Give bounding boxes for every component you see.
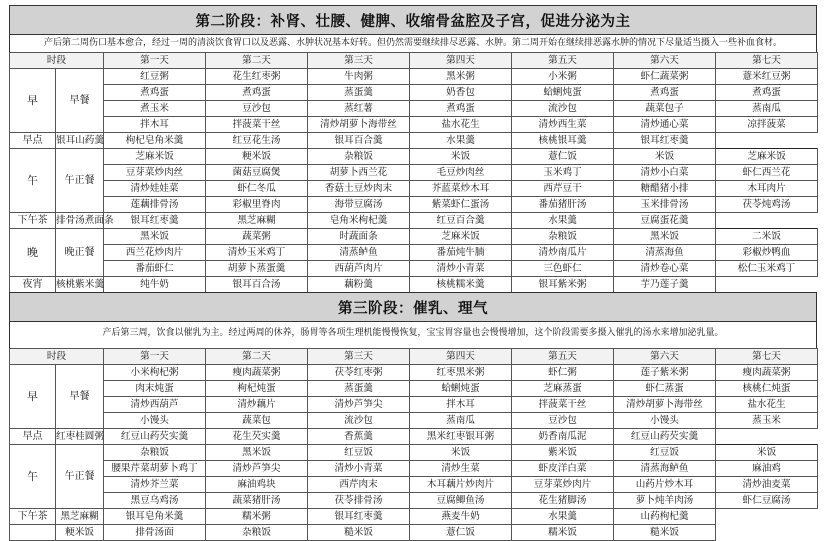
table-row [10, 477, 818, 493]
menu-cell: 米饭 [614, 149, 716, 165]
menu-cell: 清炒玉米鸡丁 [206, 245, 308, 261]
menu-cell: 拌木耳 [104, 117, 206, 133]
menu-cell: 清炒卷心菜 [614, 261, 716, 277]
meal-label: 晚正餐 [56, 229, 104, 277]
menu-cell: 银耳山药羹 [56, 133, 104, 149]
menu-cell: 排骨汤面 [104, 525, 206, 541]
menu-cell: 虾仁蔬菜粥 [614, 69, 716, 85]
menu-cell: 红豆山药芡实羹 [104, 429, 206, 445]
menu-cell: 海带豆腐汤 [308, 197, 410, 213]
menu-cell: 核桃紫米羹 [56, 277, 104, 293]
menu-cell: 清炒南瓜片 [512, 245, 614, 261]
menu-cell: 黑米饭 [614, 229, 716, 245]
menu-cell: 彩椒炒鸭血 [716, 245, 818, 261]
header-day: 第二天 [206, 349, 308, 365]
menu-cell: 糯米饭 [512, 525, 614, 541]
meal-label: 午正餐 [56, 445, 104, 509]
menu-cell: 薏米红豆粥 [716, 69, 818, 85]
menu-cell: 清炒芦笋尖 [308, 397, 410, 413]
table-row [10, 445, 818, 461]
meal-label: 下午茶 [10, 509, 56, 525]
menu-cell: 糙米饭 [614, 525, 716, 541]
header-day: 第三天 [308, 53, 410, 69]
menu-cell: 凉拌菠菜 [716, 117, 818, 133]
menu-cell: 银耳红枣羹 [308, 509, 410, 525]
stage2-section [9, 5, 817, 293]
header-day: 第四天 [410, 53, 512, 69]
menu-cell: 清蒸鲈鱼 [308, 245, 410, 261]
menu-cell: 麻油鸡 [716, 461, 818, 477]
table-row [10, 101, 818, 117]
menu-cell: 虾仁冬瓜 [206, 181, 308, 197]
menu-cell: 煮鸡蛋 [206, 85, 308, 101]
menu-cell: 煮鸡蛋 [104, 85, 206, 101]
menu-cell: 虾仁豆腐汤 [716, 493, 818, 509]
menu-cell: 煮鸡蛋 [410, 101, 512, 117]
table-row [10, 165, 818, 181]
menu-cell: 红豆山药芡实羹 [614, 429, 716, 445]
stage3-section [9, 292, 817, 541]
menu-cell: 瘦肉蔬菜粥 [206, 365, 308, 381]
menu-cell: 煮鸡蛋 [716, 85, 818, 101]
menu-cell: 木耳肉片 [716, 181, 818, 197]
menu-cell: 紫菜虾仁蛋汤 [410, 197, 512, 213]
menu-cell: 山药枸杞羹 [614, 509, 716, 525]
menu-cell: 红豆花生汤 [206, 133, 308, 149]
menu-cell: 西芹豆干 [512, 181, 614, 197]
menu-cell: 虾仁粥 [512, 365, 614, 381]
menu-cell: 小米粥 [512, 69, 614, 85]
menu-cell: 山药片炒木耳 [614, 477, 716, 493]
table-row [10, 381, 818, 397]
table-row [10, 245, 818, 261]
menu-cell: 清蒸海鲈鱼 [614, 461, 716, 477]
menu-cell: 清炒芦笋尖 [206, 461, 308, 477]
menu-cell: 盐水花生 [716, 397, 818, 413]
header-day: 第六天 [614, 349, 716, 365]
menu-cell: 杂粮饭 [104, 445, 206, 461]
menu-cell: 清炒胡萝卜海带丝 [614, 397, 716, 413]
menu-cell: 松仁玉米鸡丁 [716, 261, 818, 277]
menu-cell: 核桃糯米羹 [410, 277, 512, 293]
menu-cell: 薏仁饭 [512, 149, 614, 165]
menu-cell: 银耳红枣羹 [614, 133, 716, 149]
period-label: 早 [10, 365, 56, 429]
menu-cell: 西葫芦肉片 [308, 261, 410, 277]
table-row [10, 277, 818, 293]
menu-cell: 萝卜炖羊肉汤 [614, 493, 716, 509]
menu-cell: 黑米饭 [206, 445, 308, 461]
meal-label: 下午茶 [10, 213, 56, 229]
header-day: 第五天 [512, 349, 614, 365]
menu-cell: 水果羹 [512, 509, 614, 525]
menu-cell: 茯苓红枣粥 [308, 365, 410, 381]
menu-cell: 香蕉羹 [308, 429, 410, 445]
meal-label: 夜宵 [10, 277, 56, 293]
menu-cell: 水果羹 [410, 133, 512, 149]
menu-cell: 麻油鸡块 [206, 477, 308, 493]
stage3-title: 第三阶段：催乳、理气 [9, 292, 817, 322]
menu-cell: 粳米饭 [206, 149, 308, 165]
table-header-row [10, 349, 818, 365]
menu-cell: 清炒娃娃菜 [104, 181, 206, 197]
period-label: 午 [10, 445, 56, 509]
menu-cell: 小馒头 [104, 413, 206, 429]
menu-cell: 核桃仁炖蛋 [716, 381, 818, 397]
table-row [10, 229, 818, 245]
menu-cell: 米饭 [410, 445, 512, 461]
menu-cell: 蒸红薯 [308, 101, 410, 117]
menu-cell: 豆芽菜炒肉片 [512, 477, 614, 493]
menu-cell: 纯牛奶 [104, 277, 206, 293]
menu-cell: 水果羹 [512, 213, 614, 229]
menu-cell: 奶香包 [410, 85, 512, 101]
table-row [10, 149, 818, 165]
menu-cell: 煮鸡蛋 [614, 85, 716, 101]
menu-cell: 清炒芥兰菜 [104, 477, 206, 493]
meal-label: 早餐 [56, 69, 104, 133]
menu-cell: 芝麻米饭 [410, 229, 512, 245]
menu-cell: 蒸蛋羹 [308, 381, 410, 397]
menu-cell: 豆芽菜炒肉丝 [104, 165, 206, 181]
menu-cell: 蒸南瓜 [410, 413, 512, 429]
table-row [10, 509, 818, 525]
menu-cell: 杂粮饭 [512, 229, 614, 245]
menu-cell: 彩椒里脊肉 [206, 197, 308, 213]
stage3-intro: 产后第三周，饮食以催乳为主。经过两周的休养，肠胃等各项生理机能慢慢恢复，宝宝胃容量也会慢慢增加，这个阶段需要多摄入催乳的汤水来增加泌乳量。 [9, 322, 817, 348]
menu-cell: 玉米排骨汤 [614, 197, 716, 213]
meal-label: 早餐 [56, 365, 104, 429]
menu-cell: 银耳皂角米羹 [104, 509, 206, 525]
menu-cell: 玉米鸡丁 [512, 165, 614, 181]
header-day: 第四天 [410, 349, 512, 365]
menu-cell: 薏仁饭 [410, 525, 512, 541]
menu-cell: 流沙包 [512, 101, 614, 117]
menu-cell: 清炒胡萝卜海带丝 [308, 117, 410, 133]
menu-cell: 豆腐鲫鱼汤 [410, 493, 512, 509]
period-label: 晚 [10, 229, 56, 277]
menu-cell: 虾仁蒸蛋 [614, 381, 716, 397]
menu-cell: 红豆饭 [614, 445, 716, 461]
menu-cell: 清炒西葫芦 [104, 397, 206, 413]
menu-cell: 花生猪脚汤 [512, 493, 614, 509]
menu-cell: 米饭 [716, 445, 818, 461]
header-day: 第五天 [512, 53, 614, 69]
menu-cell: 蛤蜊炖蛋 [512, 85, 614, 101]
menu-cell: 蔬菜猪肝汤 [206, 493, 308, 509]
menu-cell: 木耳藕片炒肉片 [410, 477, 512, 493]
menu-cell: 蒸玉米 [716, 413, 818, 429]
menu-cell: 胡萝卜蒸蛋羹 [206, 261, 308, 277]
menu-cell: 茯苓炖鸡汤 [716, 197, 818, 213]
header-day: 第一天 [104, 53, 206, 69]
menu-cell: 蒸蛋羹 [308, 85, 410, 101]
table-row [10, 85, 818, 101]
stage2-intro: 产后第二周伤口基本愈合，经过一周的清淡饮食胃口以及恶露、水肿状况基本好转。但仍然需要继续排尽恶露、水肿。第二周开始在继续排恶露水肿的情况下尽量适当摄入一些补血食材。 [9, 35, 817, 52]
menu-cell: 豆沙包 [206, 101, 308, 117]
menu-cell: 清蒸海鱼 [614, 245, 716, 261]
menu-cell: 黑芝麻糊 [56, 509, 104, 525]
menu-cell: 清炒油麦菜 [716, 477, 818, 493]
table-row [10, 133, 818, 149]
menu-cell: 西兰花炒肉片 [104, 245, 206, 261]
menu-cell: 糯米粥 [206, 509, 308, 525]
menu-cell: 三色虾仁 [512, 261, 614, 277]
menu-cell: 枸杞炖蛋 [206, 381, 308, 397]
menu-cell: 香菇土豆炒肉末 [308, 181, 410, 197]
table-row [10, 181, 818, 197]
menu-cell: 瘦肉蔬菜粥 [716, 365, 818, 381]
menu-cell: 番茄炖牛腩 [410, 245, 512, 261]
menu-cell: 番茄虾仁 [104, 261, 206, 277]
menu-cell: 小米枸杞粥 [104, 365, 206, 381]
menu-cell: 红枣桂圆粥 [56, 429, 104, 445]
menu-cell: 糙米饭 [308, 525, 410, 541]
menu-cell: 藕粉羹 [308, 277, 410, 293]
menu-cell: 黑豆乌鸡汤 [104, 493, 206, 509]
table-row [10, 69, 818, 85]
table-row [10, 261, 818, 277]
menu-cell: 紫米饭 [512, 445, 614, 461]
table-row [10, 365, 818, 381]
menu-cell: 清炒小白菜 [614, 165, 716, 181]
menu-cell: 西芹肉末 [308, 477, 410, 493]
menu-cell: 芥蓝菜炒木耳 [410, 181, 512, 197]
header-day: 第三天 [308, 349, 410, 365]
menu-cell: 枸杞皂角米羹 [104, 133, 206, 149]
stage2-title: 第二阶段：补肾、壮腰、健脾、收缩骨盆腔及子宫，促进分泌为主 [9, 5, 817, 35]
menu-cell: 芝麻米饭 [716, 149, 818, 165]
menu-cell: 粳米饭 [56, 525, 104, 541]
menu-cell: 煮玉米 [104, 101, 206, 117]
menu-cell: 芋乃莲子羹 [614, 277, 716, 293]
menu-cell: 二米饭 [716, 229, 818, 245]
table-header-row [10, 53, 818, 69]
menu-cell: 杂粮饭 [206, 525, 308, 541]
table-row [10, 397, 818, 413]
header-day: 第二天 [206, 53, 308, 69]
stage3-menu-table [9, 348, 818, 541]
menu-cell: 清炒西生菜 [512, 117, 614, 133]
table-row [10, 461, 818, 477]
table-row [10, 525, 818, 541]
menu-cell: 拌菠菜干丝 [512, 397, 614, 413]
menu-cell: 银耳百合羹 [308, 133, 410, 149]
menu-cell: 菌菇豆腐煲 [206, 165, 308, 181]
menu-cell: 流沙包 [308, 413, 410, 429]
header-day: 第七天 [716, 349, 818, 365]
period-label: 早 [10, 69, 56, 133]
header-period: 时段 [10, 53, 104, 69]
header-day: 第六天 [614, 53, 716, 69]
menu-cell: 排骨汤煮面条 [56, 213, 104, 229]
menu-cell: 莲子紫米粥 [614, 365, 716, 381]
menu-cell: 清炒藕片 [206, 397, 308, 413]
menu-cell: 蒸南瓜 [716, 101, 818, 117]
menu-cell: 腰果芹菜胡萝卜鸡丁 [104, 461, 206, 477]
menu-cell: 银耳紫米粥 [512, 277, 614, 293]
menu-cell: 红豆粥 [104, 69, 206, 85]
menu-cell: 牛肉粥 [308, 69, 410, 85]
meal-label: 早点 [10, 133, 56, 149]
period-label: 午 [10, 149, 56, 213]
menu-cell: 蔬菜包 [206, 413, 308, 429]
menu-cell: 花生芡实羹 [206, 429, 308, 445]
table-row [10, 117, 818, 133]
menu-cell: 小馒头 [614, 413, 716, 429]
menu-cell: 拌菠菜干丝 [206, 117, 308, 133]
menu-cell: 蔬菜粥 [206, 229, 308, 245]
menu-cell: 燕麦牛奶 [410, 509, 512, 525]
menu-cell: 黑米饭 [104, 229, 206, 245]
menu-cell: 芝麻米饭 [104, 149, 206, 165]
menu-cell: 肉末炖蛋 [104, 381, 206, 397]
menu-cell: 银耳红枣羹 [104, 213, 206, 229]
menu-cell: 盐水花生 [410, 117, 512, 133]
menu-cell: 胡萝卜西兰花 [308, 165, 410, 181]
menu-cell: 皂角米枸杞羹 [308, 213, 410, 229]
stage2-menu-table [9, 52, 818, 293]
header-period: 时段 [10, 349, 104, 365]
table-row [10, 413, 818, 429]
menu-cell: 红豆饭 [308, 445, 410, 461]
menu-cell: 蛤蜊炖蛋 [410, 381, 512, 397]
menu-cell: 清炒小青菜 [308, 461, 410, 477]
table-row [10, 213, 818, 229]
menu-cell: 红枣黑米粥 [410, 365, 512, 381]
header-day: 第七天 [716, 53, 818, 69]
table-row [10, 197, 818, 213]
menu-cell: 蔬菜包子 [614, 101, 716, 117]
menu-cell: 拌木耳 [410, 397, 512, 413]
menu-cell: 奶香南瓜泥 [512, 429, 614, 445]
menu-cell: 糖醋猪小排 [614, 181, 716, 197]
menu-cell: 茯苓排骨汤 [308, 493, 410, 509]
meal-label: 早点 [10, 429, 56, 445]
menu-cell: 米饭 [410, 149, 512, 165]
menu-cell: 豆沙包 [512, 413, 614, 429]
menu-cell: 清炒通心菜 [614, 117, 716, 133]
menu-cell: 毛豆炒肉丝 [410, 165, 512, 181]
menu-cell: 银耳百合汤 [206, 277, 308, 293]
meal-label [10, 525, 56, 541]
menu-cell: 黑芝麻糊 [206, 213, 308, 229]
menu-cell: 杂粮饭 [308, 149, 410, 165]
menu-cell: 红豆百合羹 [410, 213, 512, 229]
menu-cell: 莲藕排骨汤 [104, 197, 206, 213]
menu-cell: 核桃银耳羹 [512, 133, 614, 149]
menu-cell: 时蔬面条 [308, 229, 410, 245]
menu-cell: 黑米粥 [410, 69, 512, 85]
menu-cell: 豆腐蛋花羹 [614, 213, 716, 229]
menu-cell: 虾仁西兰花 [716, 165, 818, 181]
menu-cell: 黑米红枣银耳粥 [410, 429, 512, 445]
menu-cell: 芝麻蒸蛋 [512, 381, 614, 397]
menu-cell: 花生红枣粥 [206, 69, 308, 85]
menu-cell: 虾皮洋白菜 [512, 461, 614, 477]
menu-cell: 清炒小青菜 [410, 261, 512, 277]
table-row [10, 429, 818, 445]
meal-label: 午正餐 [56, 149, 104, 213]
header-day: 第一天 [104, 349, 206, 365]
menu-cell: 番茄猪肝汤 [512, 197, 614, 213]
table-row [10, 493, 818, 509]
menu-cell: 清炒生菜 [410, 461, 512, 477]
